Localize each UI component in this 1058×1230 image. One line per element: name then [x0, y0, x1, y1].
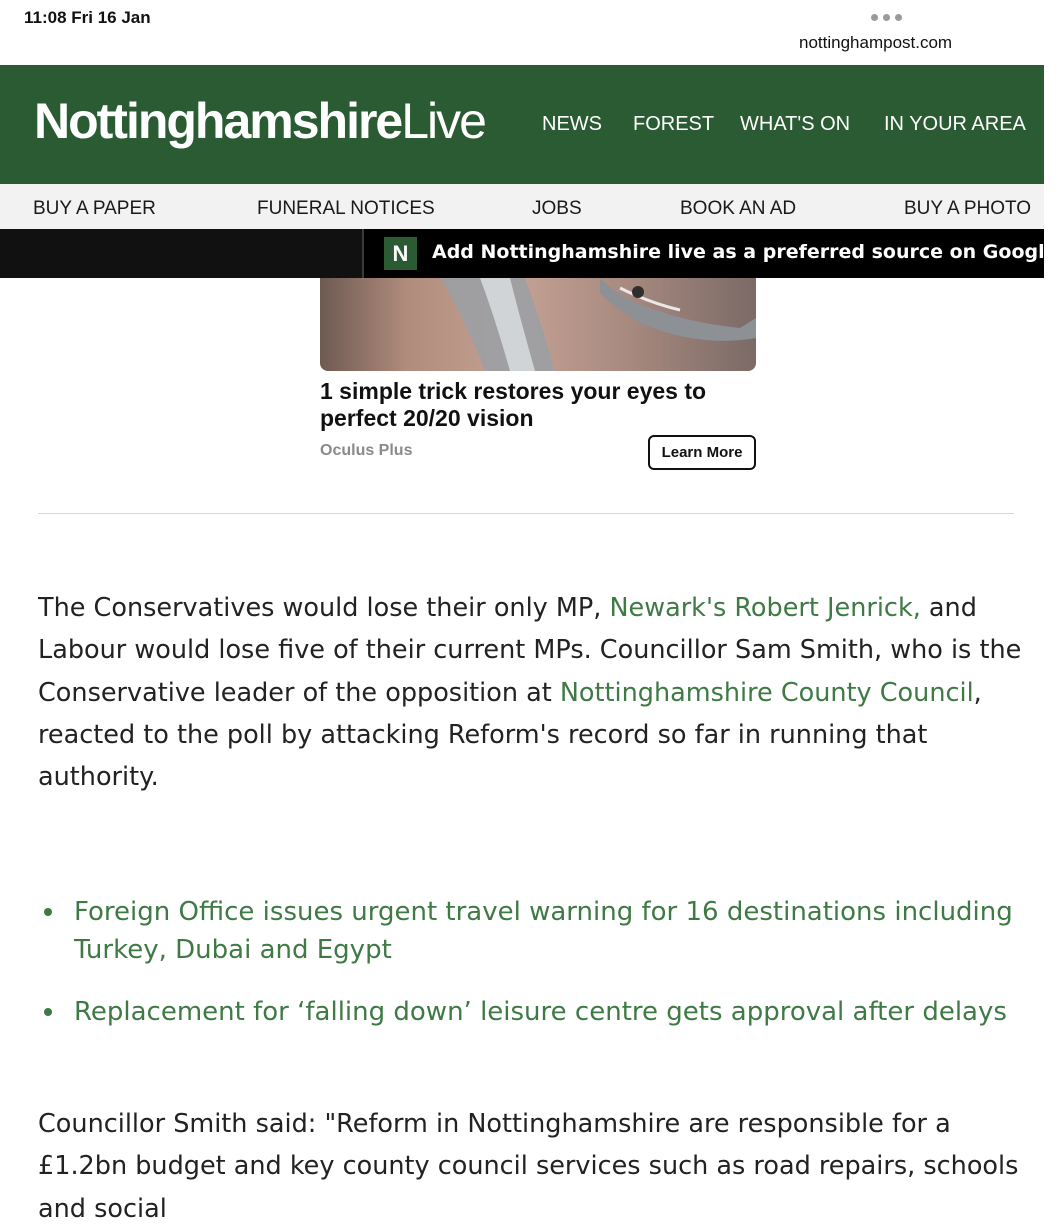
learn-more-button[interactable]: Learn More [648, 435, 756, 470]
related-link-item[interactable] [40, 993, 1030, 1031]
related-link-text[interactable]: Replacement for ‘falling down’ leisure centre gets approval after delays [74, 997, 1007, 1027]
status-time: 11:08 Fri 16 Jan [24, 8, 151, 27]
related-link-text[interactable]: Foreign Office issues urgent travel warning for 16 destinations including Turkey, Dubai and Egypt [74, 897, 1013, 965]
article-paragraph: Councillor Smith said: "Reform in Nottinghamshire are responsible for a £1.2bn budget and key county council services such as road repairs, schools and social [38, 1109, 1019, 1224]
more-dots-icon[interactable] [871, 14, 902, 21]
nav-news[interactable]: NEWS [542, 113, 602, 135]
bullet-icon [44, 908, 52, 916]
subnav-jobs[interactable]: JOBS [532, 198, 582, 219]
status-bar [0, 0, 1044, 65]
preferred-source-bar [0, 229, 1058, 278]
site-logo[interactable]: NottinghamshireLive [34, 93, 485, 149]
ad-image-art [320, 278, 756, 371]
subnav-funeral-notices[interactable]: FUNERAL NOTICES [257, 198, 435, 219]
link-nottinghamshire-county-council[interactable]: Nottinghamshire County Council [559, 677, 974, 708]
sponsored-ad[interactable] [312, 278, 764, 496]
brand-n-icon: N [384, 237, 417, 270]
subnav-book-an-ad[interactable]: BOOK AN AD [680, 198, 797, 219]
subnav-buy-a-paper[interactable]: BUY A PAPER [33, 198, 156, 219]
subnav-buy-a-photo[interactable]: BUY A PHOTO [904, 198, 1032, 219]
nav-whats-on[interactable]: WHAT'S ON [740, 113, 851, 135]
site-header [0, 65, 1044, 184]
bullet-icon [44, 1008, 52, 1016]
ad-image[interactable] [320, 278, 756, 371]
secondary-nav [0, 184, 1044, 230]
nav-in-your-area[interactable]: IN YOUR AREA [884, 113, 1026, 135]
related-links [40, 893, 1030, 1055]
address-url[interactable]: nottinghampost.com [799, 33, 953, 52]
divider [38, 513, 1014, 514]
ad-sponsor: Oculus Plus [320, 442, 413, 459]
preferred-source-label: Add Nottinghamshire live as a preferred source on Google [432, 241, 1058, 263]
ad-headline[interactable]: 1 simple trick restores your eyes to perfect 20/20 vision [320, 378, 707, 431]
nav-forest[interactable]: FOREST [633, 113, 715, 135]
link-robert-jenrick[interactable]: Newark's Robert Jenrick, [609, 593, 921, 623]
related-link-item[interactable] [40, 893, 1030, 969]
preferred-source-button[interactable] [362, 229, 1058, 278]
article-paragraph: The Conservatives would lose their only MP, Newark's Robert Jenrick, and Labour would lose five of their current MPs. Councillor Sam Smith, who is the Conservative leader of the opposition at Nottinghamshire County Council, reacted to the poll by attacking Reform's record so far in running that authority. [38, 593, 1022, 793]
